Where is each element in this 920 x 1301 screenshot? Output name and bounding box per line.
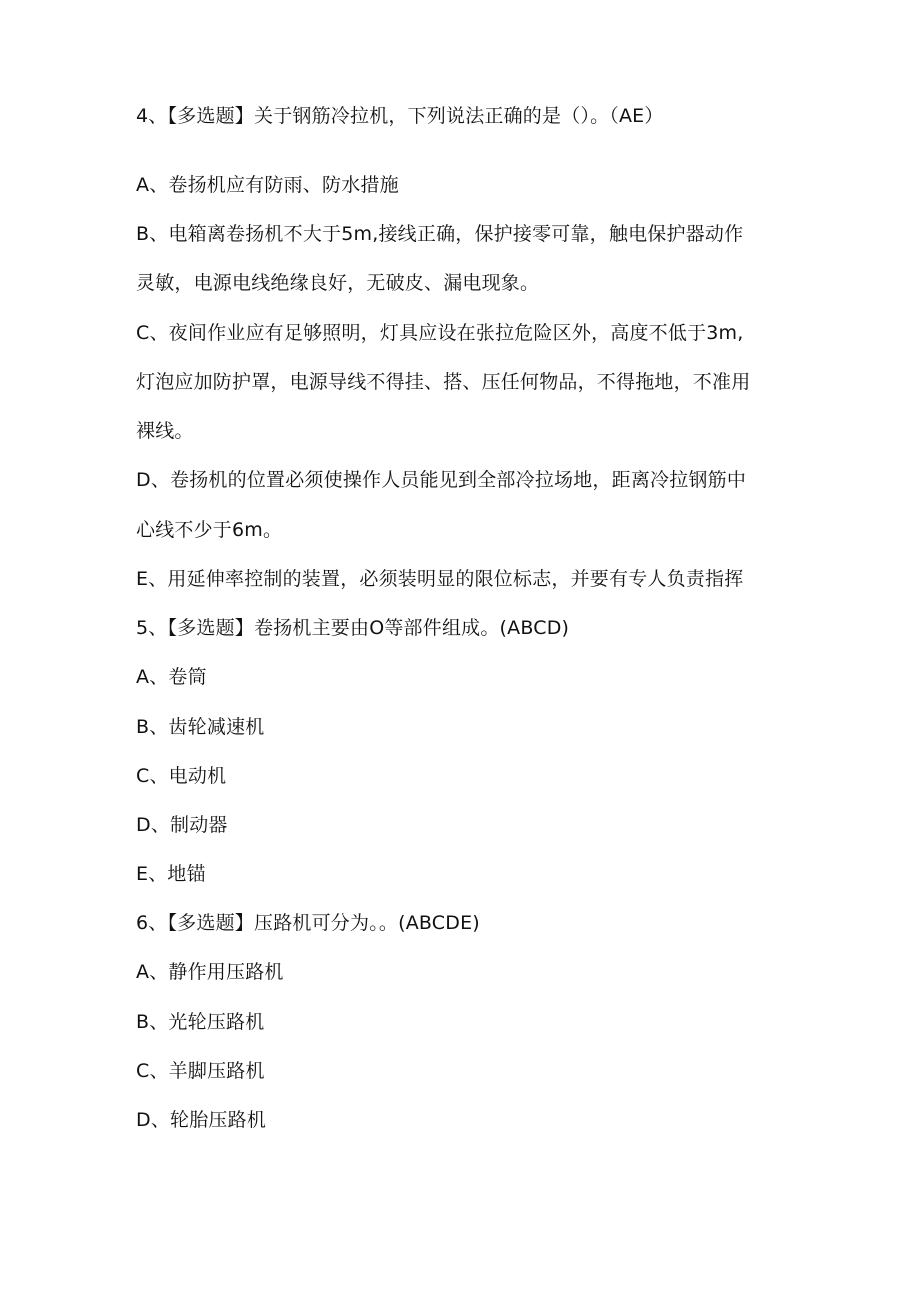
q4-option-d-line-2: 心线不少于6m。: [136, 519, 283, 541]
q6-option-b: B、光轮压路机: [136, 1011, 265, 1033]
question-4-title: 4、【多选题】关于钢筋冷拉机，下列说法正确的是（）。（AE）: [136, 105, 664, 127]
question-5-title: 5、【多选题】卷扬机主要由O等部件组成。(ABCD): [136, 617, 570, 639]
q4-option-e: E、用延伸率控制的装置，必须装明显的限位标志，并要有专人负责指挥: [136, 568, 744, 590]
q4-option-c-line-3: 裸线。: [136, 420, 194, 442]
q4-option-c-line-2: 灯泡应加防护罩，电源导线不得挂、搭、压任何物品，不得拖地，不准用: [136, 371, 751, 393]
q5-option-e: E、地锚: [136, 863, 206, 885]
q4-option-b-line-2: 灵敏，电源电线绝缘良好，无破皮、漏电现象。: [136, 272, 540, 294]
q4-option-c-line-1: C、夜间作业应有足够照明，灯具应设在张拉危险区外，高度不低于3m,: [136, 322, 744, 344]
q5-option-a: A、卷筒: [136, 666, 207, 688]
q4-option-d-line-1: D、卷扬机的位置必须使操作人员能见到全部冷拉场地，距离冷拉钢筋中: [136, 469, 747, 491]
q4-option-b-line-1: B、电箱离卷扬机不大于5m,接线正确，保护接零可靠，触电保护器动作: [136, 223, 744, 245]
q4-option-a: A、卷扬机应有防雨、防水措施: [136, 174, 399, 196]
q5-option-d: D、制动器: [136, 814, 228, 836]
q6-option-c: C、羊脚压路机: [136, 1060, 265, 1082]
q5-option-c: C、电动机: [136, 765, 227, 787]
q6-option-d: D、轮胎压路机: [136, 1109, 267, 1131]
q5-option-b: B、齿轮减速机: [136, 716, 265, 738]
q6-option-a: A、静作用压路机: [136, 961, 284, 983]
question-6-title: 6、【多选题】压路机可分为。。(ABCDE): [136, 912, 480, 934]
